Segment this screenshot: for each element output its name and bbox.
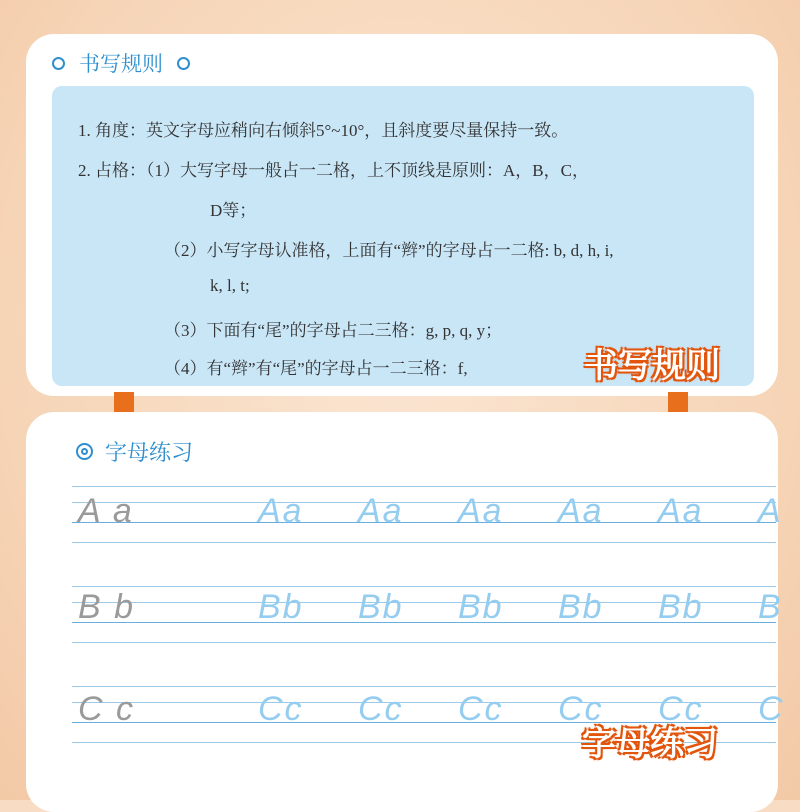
- rule-angle: 1. 角度：英文字母应稍向右倾斜5°~10°，且斜度要尽量保持一致。: [78, 121, 569, 140]
- letter-pair: Bb: [258, 588, 304, 626]
- trace-letters-c: C c: [78, 690, 135, 728]
- practice-header: [76, 436, 193, 466]
- trace-letters-b: B b: [78, 588, 136, 626]
- letter-pair: Aa: [358, 492, 404, 530]
- letter-pair: Bb: [358, 588, 404, 626]
- badge-practice: 字母练习: [582, 724, 718, 764]
- letter-pair: Cc: [258, 690, 304, 728]
- letter-pair: Aa: [258, 492, 304, 530]
- practice-title: 字母练习: [105, 440, 194, 466]
- rule-grid-uppercase: 2. 占格：（1）大写字母一般占一二格，上不顶线是原则：A，B，C，: [78, 161, 589, 180]
- trace-letters-a: A a: [78, 492, 134, 530]
- rule-grid-both: （4）有“辫”有“尾”的字母占一二三格：f,: [164, 359, 468, 378]
- letter-pair: Aa: [658, 492, 704, 530]
- letter-pair: Aa: [558, 492, 604, 530]
- letter-pair: Bb: [558, 588, 604, 626]
- letter-pair: Cc: [558, 690, 604, 728]
- bullet-double-ring-icon: [76, 443, 93, 460]
- letter-pair: C: [758, 690, 785, 728]
- rules-header: [52, 48, 190, 78]
- letter-pair: Cc: [458, 690, 504, 728]
- rule-grid-lowercase-cont: k, l, t;: [210, 276, 250, 295]
- letter-pair: Cc: [658, 690, 704, 728]
- letter-pair: Bb: [658, 588, 704, 626]
- bullet-ring-icon: [52, 57, 65, 70]
- rule-grid-uppercase-cont: D等；: [210, 201, 257, 220]
- letter-pair: Bb: [458, 588, 504, 626]
- letter-pair: Cc: [358, 690, 404, 728]
- letter-pair: Aa: [458, 492, 504, 530]
- rule-grid-lowercase: （2）小写字母认准格，上面有“辫”的字母占一二格: b, d, h, i,: [164, 241, 614, 260]
- rule-grid-tail: （3）下面有“尾”的字母占二三格：g, p, q, y；: [164, 321, 503, 340]
- bullet-ring-icon: [177, 57, 190, 70]
- rules-title: 书写规则: [79, 52, 163, 76]
- badge-rules: 书写规则: [584, 346, 720, 386]
- letter-pair: A: [758, 492, 783, 530]
- letter-pair: B: [758, 588, 783, 626]
